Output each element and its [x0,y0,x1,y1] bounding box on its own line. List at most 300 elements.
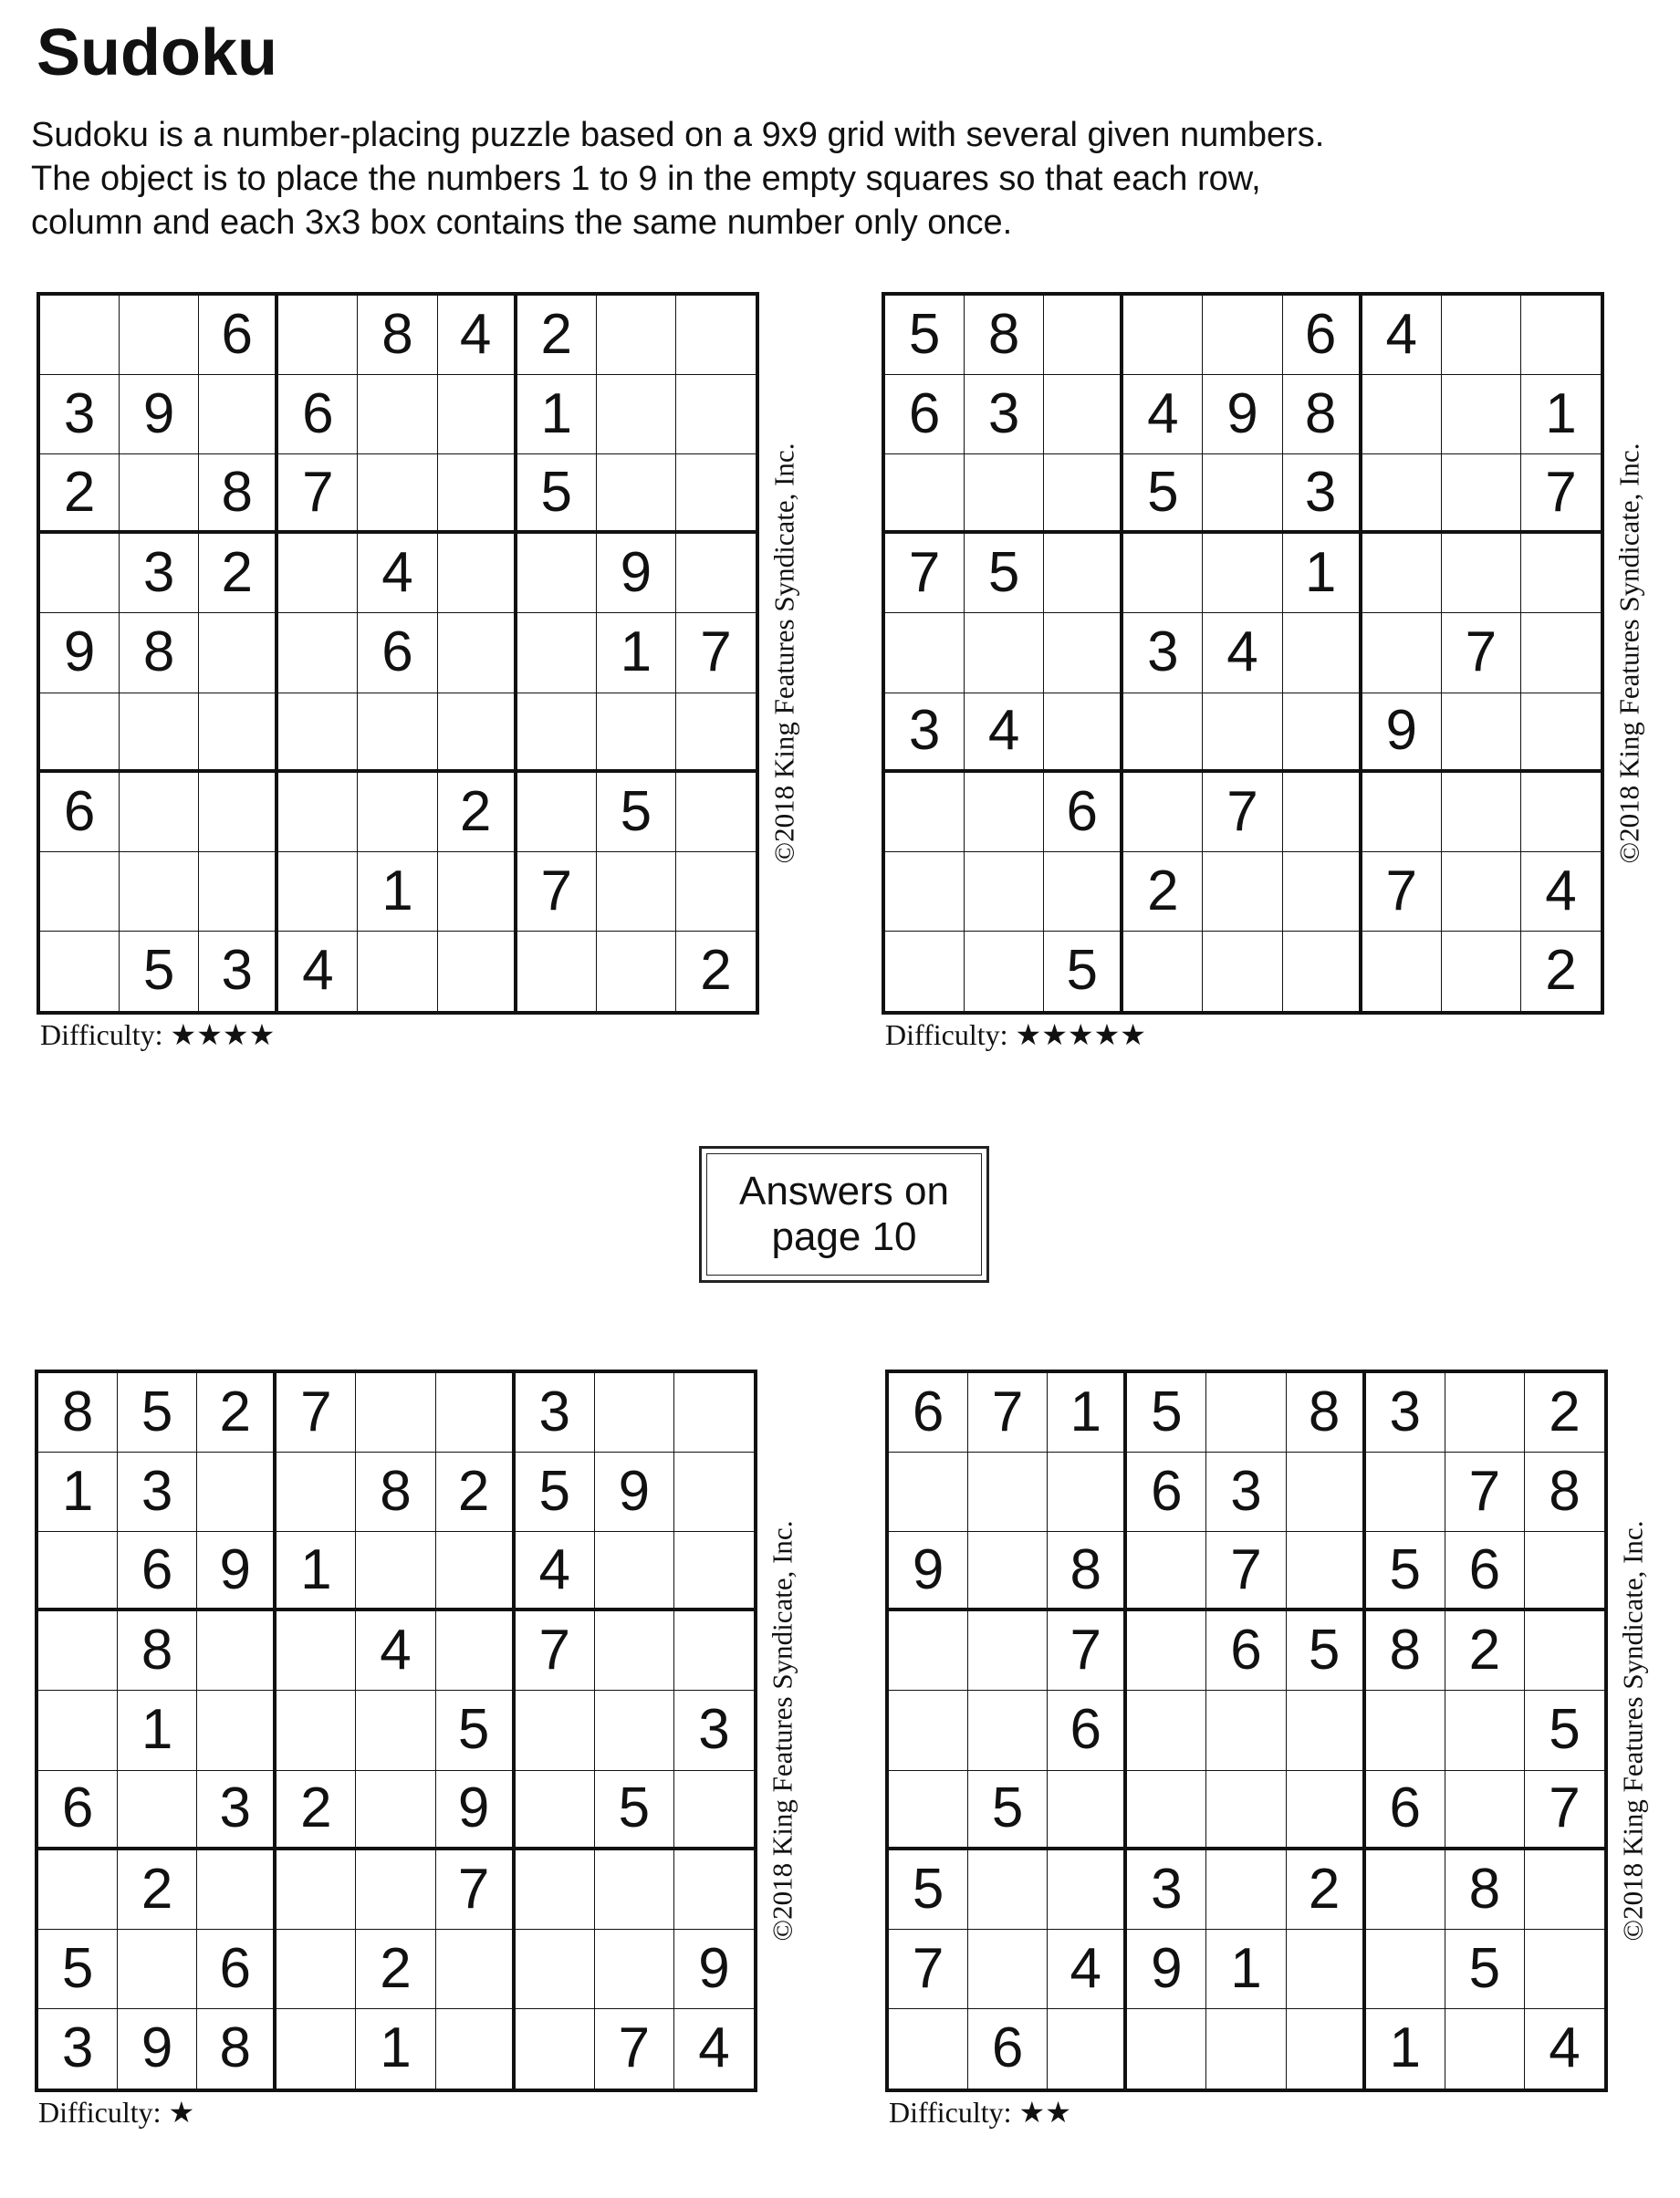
sudoku-cell: 7 [1362,852,1442,932]
sudoku-cell: 3 [1366,1373,1445,1453]
sudoku-cell[interactable] [120,852,199,932]
sudoku-cell: 3 [1283,454,1362,534]
sudoku-cell[interactable] [118,1930,197,2009]
sudoku-cell[interactable] [438,932,517,1011]
sudoku-cell[interactable] [1445,1771,1525,1850]
sudoku-cell[interactable] [597,932,676,1011]
sudoku-cell[interactable] [1442,296,1521,375]
sudoku-cell[interactable] [358,454,437,534]
sudoku-cell: 7 [1525,1771,1604,1850]
sudoku-cell: 7 [516,1611,595,1691]
sudoku-cell[interactable] [674,1373,754,1453]
sudoku-cell[interactable] [1203,852,1282,932]
sudoku-cell[interactable] [120,454,199,534]
sudoku-cell[interactable] [597,454,676,534]
sudoku-cell: 5 [1445,1930,1525,2009]
sudoku-cell: 5 [1127,1373,1206,1453]
sudoku-cell[interactable] [889,2009,968,2089]
sudoku-cell: 6 [40,773,120,852]
sudoku-cell: 5 [120,932,199,1011]
sudoku-cell: 2 [436,1453,516,1532]
sudoku-cell[interactable] [40,296,120,375]
sudoku-cell: 4 [1048,1930,1127,2009]
sudoku-cell[interactable] [1442,852,1521,932]
sudoku-cell[interactable] [197,1453,277,1532]
sudoku-cell: 9 [197,1532,277,1611]
sudoku-cell[interactable] [1445,1373,1525,1453]
sudoku-cell: 6 [1445,1532,1525,1611]
sudoku-cell[interactable] [118,1771,197,1850]
sudoku-puzzle-4 [885,1370,1656,2136]
sudoku-cell[interactable] [595,1532,674,1611]
sudoku-cell: 1 [358,852,437,932]
sudoku-cell[interactable] [674,1771,754,1850]
sudoku-cell[interactable] [436,1532,516,1611]
sudoku-cell: 7 [277,1373,356,1453]
sudoku-cell: 4 [1549,2016,1581,2080]
sudoku-cell[interactable] [40,693,120,773]
sudoku-cell[interactable] [516,1691,595,1770]
sudoku-cell[interactable] [597,852,676,932]
sudoku-cell: 4 [1362,296,1442,375]
sudoku-cell[interactable] [1287,1930,1366,2009]
sudoku-cell[interactable] [1442,773,1521,852]
sudoku-cell[interactable] [1287,1771,1366,1850]
sudoku-cell[interactable] [1525,1930,1604,2009]
sudoku-cell: 5 [595,1771,674,1850]
sudoku-cell[interactable] [38,1691,118,1770]
sudoku-cell[interactable] [438,375,517,454]
sudoku-cell: 8 [1525,1453,1604,1532]
sudoku-cell: 3 [885,693,965,773]
sudoku-cell[interactable] [889,1691,968,1770]
sudoku-cell[interactable] [676,534,756,613]
sudoku-cell[interactable] [40,852,120,932]
sudoku-cell[interactable] [1521,534,1601,613]
sudoku-cell[interactable] [516,1930,595,2009]
sudoku-cell[interactable] [438,852,517,932]
sudoku-cell[interactable] [595,1691,674,1770]
sudoku-cell[interactable] [1127,1771,1206,1850]
sudoku-cell: 9 [674,1930,754,2009]
sudoku-cell: 4 [1123,375,1203,454]
sudoku-cell[interactable] [277,1691,356,1770]
sudoku-cell[interactable] [1123,296,1203,375]
sudoku-cell[interactable] [436,1373,516,1453]
sudoku-cell: 1 [38,1453,118,1532]
sudoku-cell: 7 [278,454,358,534]
sudoku-cell: 5 [517,454,597,534]
sudoku-cell[interactable] [1366,1691,1445,1770]
sudoku-cell[interactable] [1048,1771,1127,1850]
sudoku-cell[interactable] [120,296,199,375]
sudoku-cell: 7 [676,613,756,693]
sudoku-cell: 5 [1366,1532,1445,1611]
sudoku-cell[interactable] [356,1850,435,1930]
sudoku-cell[interactable] [1127,2009,1206,2089]
sudoku-cell[interactable] [517,613,597,693]
sudoku-cell[interactable] [597,375,676,454]
sudoku-cell: 3 [1123,613,1203,693]
sudoku-cell[interactable] [356,1771,435,1850]
copyright-notice: ©2018 King Features Syndicate, Inc. [766,1520,798,1942]
sudoku-cell[interactable] [1362,773,1442,852]
sudoku-cell: 8 [38,1373,118,1453]
sudoku-cell[interactable] [1283,932,1362,1011]
sudoku-cell[interactable] [1283,852,1362,932]
sudoku-cell: 4 [965,693,1044,773]
sudoku-cell[interactable] [1362,375,1442,454]
sudoku-cell[interactable] [358,375,437,454]
sudoku-cell: 6 [1048,1691,1127,1770]
sudoku-cell[interactable] [676,852,756,932]
sudoku-cell[interactable] [1521,613,1601,693]
sudoku-cell[interactable] [1445,1691,1525,1770]
sudoku-cell: 1 [1048,1373,1127,1453]
sudoku-cell: 5 [1525,1691,1604,1770]
sudoku-cell[interactable] [1525,1611,1604,1691]
sudoku-cell[interactable] [277,2009,356,2089]
sudoku-cell[interactable] [968,1532,1048,1611]
sudoku-cell: 9 [595,1453,674,1532]
sudoku-cell: 3 [199,932,278,1011]
sudoku-cell[interactable] [1366,1930,1445,2009]
sudoku-cell[interactable] [674,1611,754,1691]
sudoku-cell[interactable] [358,693,437,773]
sudoku-cell[interactable] [1127,1691,1206,1770]
answers-note: Answers on page 10 [739,1169,949,1259]
sudoku-cell[interactable] [1442,375,1521,454]
sudoku-cell[interactable] [885,613,965,693]
sudoku-cell[interactable] [885,773,965,852]
sudoku-grid [885,1370,1608,2092]
sudoku-cell[interactable] [1044,375,1123,454]
sudoku-cell[interactable] [1206,1771,1286,1850]
sudoku-cell[interactable] [1445,2009,1525,2089]
sudoku-cell[interactable] [885,852,965,932]
sudoku-cell[interactable] [889,1611,968,1691]
sudoku-cell[interactable] [1048,1453,1127,1532]
sudoku-cell: 1 [1206,1930,1286,2009]
sudoku-cell[interactable] [516,1771,595,1850]
sudoku-cell[interactable] [199,693,278,773]
sudoku-puzzle-3 [35,1370,806,2136]
sudoku-cell: 3 [118,1453,197,1532]
sudoku-cell: 4 [358,534,437,613]
sudoku-cell[interactable] [517,534,597,613]
sudoku-cell: 8 [197,2009,277,2089]
sudoku-cell: 8 [1366,1611,1445,1691]
sudoku-cell[interactable] [1123,932,1203,1011]
sudoku-cell: 4 [1203,613,1282,693]
sudoku-cell[interactable] [1442,693,1521,773]
sudoku-cell[interactable] [889,1453,968,1532]
sudoku-cell[interactable] [595,1611,674,1691]
sudoku-cell[interactable] [885,454,965,534]
sudoku-cell[interactable] [965,454,1044,534]
sudoku-cell: 8 [965,296,1044,375]
sudoku-cell[interactable] [1521,693,1601,773]
sudoku-cell[interactable] [1203,693,1282,773]
sudoku-cell: 3 [120,534,199,613]
sudoku-grid [37,292,759,1015]
sudoku-cell[interactable] [1123,693,1203,773]
sudoku-cell: 6 [278,375,358,454]
sudoku-cell: 3 [38,2009,118,2089]
sudoku-puzzle-1 [37,292,808,1058]
sudoku-cell[interactable] [278,773,358,852]
sudoku-cell: 6 [968,2009,1048,2089]
sudoku-cell[interactable] [674,1532,754,1611]
sudoku-puzzle-2 [882,292,1653,1058]
sudoku-cell[interactable] [356,1691,435,1770]
sudoku-cell[interactable] [38,1532,118,1611]
sudoku-cell[interactable] [120,773,199,852]
sudoku-cell[interactable] [1206,1691,1286,1770]
sudoku-cell[interactable] [1362,932,1442,1011]
sudoku-cell[interactable] [1521,296,1601,375]
sudoku-cell[interactable] [1366,1453,1445,1532]
sudoku-cell[interactable] [1287,1532,1366,1611]
sudoku-cell: 3 [40,375,120,454]
sudoku-cell[interactable] [597,693,676,773]
sudoku-cell: 9 [597,534,676,613]
sudoku-cell[interactable] [436,1930,516,2009]
sudoku-cell: 7 [1203,773,1282,852]
sudoku-cell: 2 [1287,1850,1366,1930]
sudoku-cell[interactable] [1127,1611,1206,1691]
sudoku-cell[interactable] [277,1453,356,1532]
sudoku-cell: 8 [1048,1532,1127,1611]
sudoku-cell: 5 [1044,932,1123,1011]
sudoku-cell[interactable] [676,375,756,454]
sudoku-cell: 4 [356,1611,435,1691]
sudoku-cell[interactable] [120,693,199,773]
sudoku-cell[interactable] [438,613,517,693]
sudoku-cell: 8 [358,296,437,375]
sudoku-cell[interactable] [199,773,278,852]
sudoku-cell: 7 [1206,1532,1286,1611]
sudoku-cell[interactable] [38,1850,118,1930]
sudoku-cell[interactable] [968,1930,1048,2009]
sudoku-cell: 9 [40,613,120,693]
sudoku-cell[interactable] [1442,534,1521,613]
sudoku-cell[interactable] [199,375,278,454]
sudoku-cell: 2 [517,296,597,375]
sudoku-cell[interactable] [676,296,756,375]
sudoku-cell: 9 [1127,1930,1206,2009]
sudoku-cell[interactable] [197,1611,277,1691]
sudoku-cell: 6 [885,375,965,454]
sudoku-cell[interactable] [968,1453,1048,1532]
sudoku-cell[interactable] [1525,1532,1604,1611]
sudoku-cell: 3 [516,1373,595,1453]
sudoku-cell[interactable] [277,1930,356,2009]
sudoku-cell[interactable] [38,1611,118,1691]
sudoku-cell[interactable] [889,1771,968,1850]
sudoku-cell[interactable] [965,852,1044,932]
sudoku-cell[interactable] [1442,932,1521,1011]
sudoku-cell[interactable] [1203,932,1282,1011]
sudoku-cell: 6 [118,1532,197,1611]
sudoku-cell: 6 [1127,1453,1206,1532]
sudoku-cell[interactable] [595,1930,674,2009]
sudoku-cell[interactable] [356,1373,435,1453]
sudoku-cell: 4 [278,932,358,1011]
answers-note-box [699,1146,989,1283]
sudoku-cell[interactable] [438,454,517,534]
sudoku-cell[interactable] [1044,852,1123,932]
sudoku-cell: 4 [1521,852,1601,932]
sudoku-cell[interactable] [197,1850,277,1930]
sudoku-cell: 2 [356,1930,435,2009]
sudoku-cell[interactable] [1362,613,1442,693]
sudoku-cell[interactable] [1287,1691,1366,1770]
sudoku-cell[interactable] [1044,454,1123,534]
sudoku-cell[interactable] [438,534,517,613]
sudoku-cell[interactable] [968,1850,1048,1930]
sudoku-cell: 6 [1283,296,1362,375]
sudoku-cell[interactable] [40,534,120,613]
difficulty-rating: Difficulty: ★★★★ [40,1018,276,1051]
sudoku-cell[interactable] [199,613,278,693]
sudoku-cell: 2 [277,1771,356,1850]
sudoku-cell[interactable] [516,1850,595,1930]
sudoku-cell[interactable] [597,296,676,375]
sudoku-cell: 6 [197,1930,277,2009]
sudoku-cell[interactable] [1044,693,1123,773]
sudoku-cell[interactable] [1044,296,1123,375]
sudoku-cell[interactable] [1283,693,1362,773]
sudoku-cell[interactable] [1362,454,1442,534]
sudoku-cell: 5 [968,1771,1048,1850]
sudoku-cell[interactable] [517,932,597,1011]
sudoku-cell[interactable] [965,932,1044,1011]
sudoku-cell[interactable] [595,1850,674,1930]
sudoku-cell: 5 [1287,1611,1366,1691]
sudoku-cell: 5 [885,296,965,375]
sudoku-cell[interactable] [1283,613,1362,693]
sudoku-cell[interactable] [278,296,358,375]
sudoku-cell[interactable] [1442,454,1521,534]
sudoku-cell[interactable] [516,2009,595,2089]
sudoku-grid [882,292,1604,1015]
sudoku-cell: 5 [1123,454,1203,534]
sudoku-cell: 2 [199,534,278,613]
sudoku-cell[interactable] [885,932,965,1011]
sudoku-cell[interactable] [278,693,358,773]
sudoku-cell[interactable] [676,773,756,852]
sudoku-cell: 7 [968,1373,1048,1453]
sudoku-cell[interactable] [278,613,358,693]
sudoku-cell[interactable] [965,613,1044,693]
sudoku-cell[interactable] [1127,1532,1206,1611]
sudoku-cell[interactable] [1123,773,1203,852]
sudoku-cell: 9 [120,375,199,454]
sudoku-cell[interactable] [968,1611,1048,1691]
sudoku-cell[interactable] [278,534,358,613]
sudoku-cell[interactable] [277,1611,356,1691]
sudoku-cell: 3 [965,375,1044,454]
sudoku-cell[interactable] [676,454,756,534]
sudoku-cell: 6 [38,1771,118,1850]
sudoku-cell[interactable] [965,773,1044,852]
sudoku-cell: 1 [356,2009,435,2089]
sudoku-cell: 5 [118,1373,197,1453]
sudoku-cell: 5 [38,1930,118,2009]
sudoku-cell[interactable] [199,852,278,932]
sudoku-cell[interactable] [40,932,120,1011]
sudoku-cell: 7 [1048,1611,1127,1691]
sudoku-cell[interactable] [197,1691,277,1770]
sudoku-cell: 5 [516,1453,595,1532]
sudoku-cell: 3 [197,1771,277,1850]
copyright-notice: ©2018 King Features Syndicate, Inc. [1612,443,1644,864]
sudoku-cell: 7 [885,534,965,613]
sudoku-cell: 8 [1445,1850,1525,1930]
sudoku-cell[interactable] [517,773,597,852]
sudoku-cell[interactable] [968,1691,1048,1770]
sudoku-cell[interactable] [1521,773,1601,852]
sudoku-cell[interactable] [277,1850,356,1930]
sudoku-cell: 2 [197,1373,277,1453]
sudoku-cell[interactable] [1283,773,1362,852]
sudoku-cell[interactable] [1287,1453,1366,1532]
sudoku-cell: 9 [889,1532,968,1611]
sudoku-cell[interactable] [1203,534,1282,613]
sudoku-cell: 5 [436,1691,516,1770]
sudoku-cell[interactable] [1203,296,1282,375]
sudoku-cell[interactable] [1044,613,1123,693]
sudoku-cell[interactable] [1362,534,1442,613]
sudoku-cell[interactable] [1203,454,1282,534]
sudoku-cell: 2 [1123,852,1203,932]
sudoku-cell[interactable] [1525,1850,1604,1930]
sudoku-cell[interactable] [436,2009,516,2089]
difficulty-rating: Difficulty: ★ [38,2096,195,2129]
sudoku-cell[interactable] [438,693,517,773]
sudoku-cell: 9 [436,1771,516,1850]
sudoku-cell[interactable] [1366,1850,1445,1930]
sudoku-cell[interactable] [595,1373,674,1453]
sudoku-cell: 8 [1287,1373,1366,1453]
sudoku-cell[interactable] [1206,2009,1286,2089]
sudoku-cell[interactable] [1206,1850,1286,1930]
sudoku-cell[interactable] [674,1453,754,1532]
sudoku-cell: 2 [40,454,120,534]
sudoku-cell[interactable] [358,932,437,1011]
sudoku-cell[interactable] [1048,1850,1127,1930]
sudoku-cell[interactable] [676,693,756,773]
sudoku-cell[interactable] [358,773,437,852]
sudoku-cell[interactable] [1123,534,1203,613]
sudoku-cell: 6 [1366,1771,1445,1850]
sudoku-cell[interactable] [1044,534,1123,613]
sudoku-cell: 6 [1044,773,1123,852]
sudoku-cell[interactable] [1206,1373,1286,1453]
sudoku-cell[interactable] [1048,2009,1127,2089]
sudoku-cell[interactable] [278,852,358,932]
sudoku-cell[interactable] [674,1850,754,1930]
sudoku-cell: 8 [118,1611,197,1691]
sudoku-cell[interactable] [517,693,597,773]
sudoku-cell[interactable] [436,1611,516,1691]
sudoku-cell: 3 [1206,1453,1286,1532]
sudoku-cell[interactable] [356,1532,435,1611]
sudoku-cell[interactable] [1287,2009,1366,2089]
sudoku-cell: 4 [516,1532,595,1611]
intro-text: Sudoku is a number-placing puzzle based on a 9x9 grid with several given numbers. The object is to place the numbers 1 to 9 in the empty squares so that each row, column and each 3x3 box contains the same number only once. [31,116,1325,242]
